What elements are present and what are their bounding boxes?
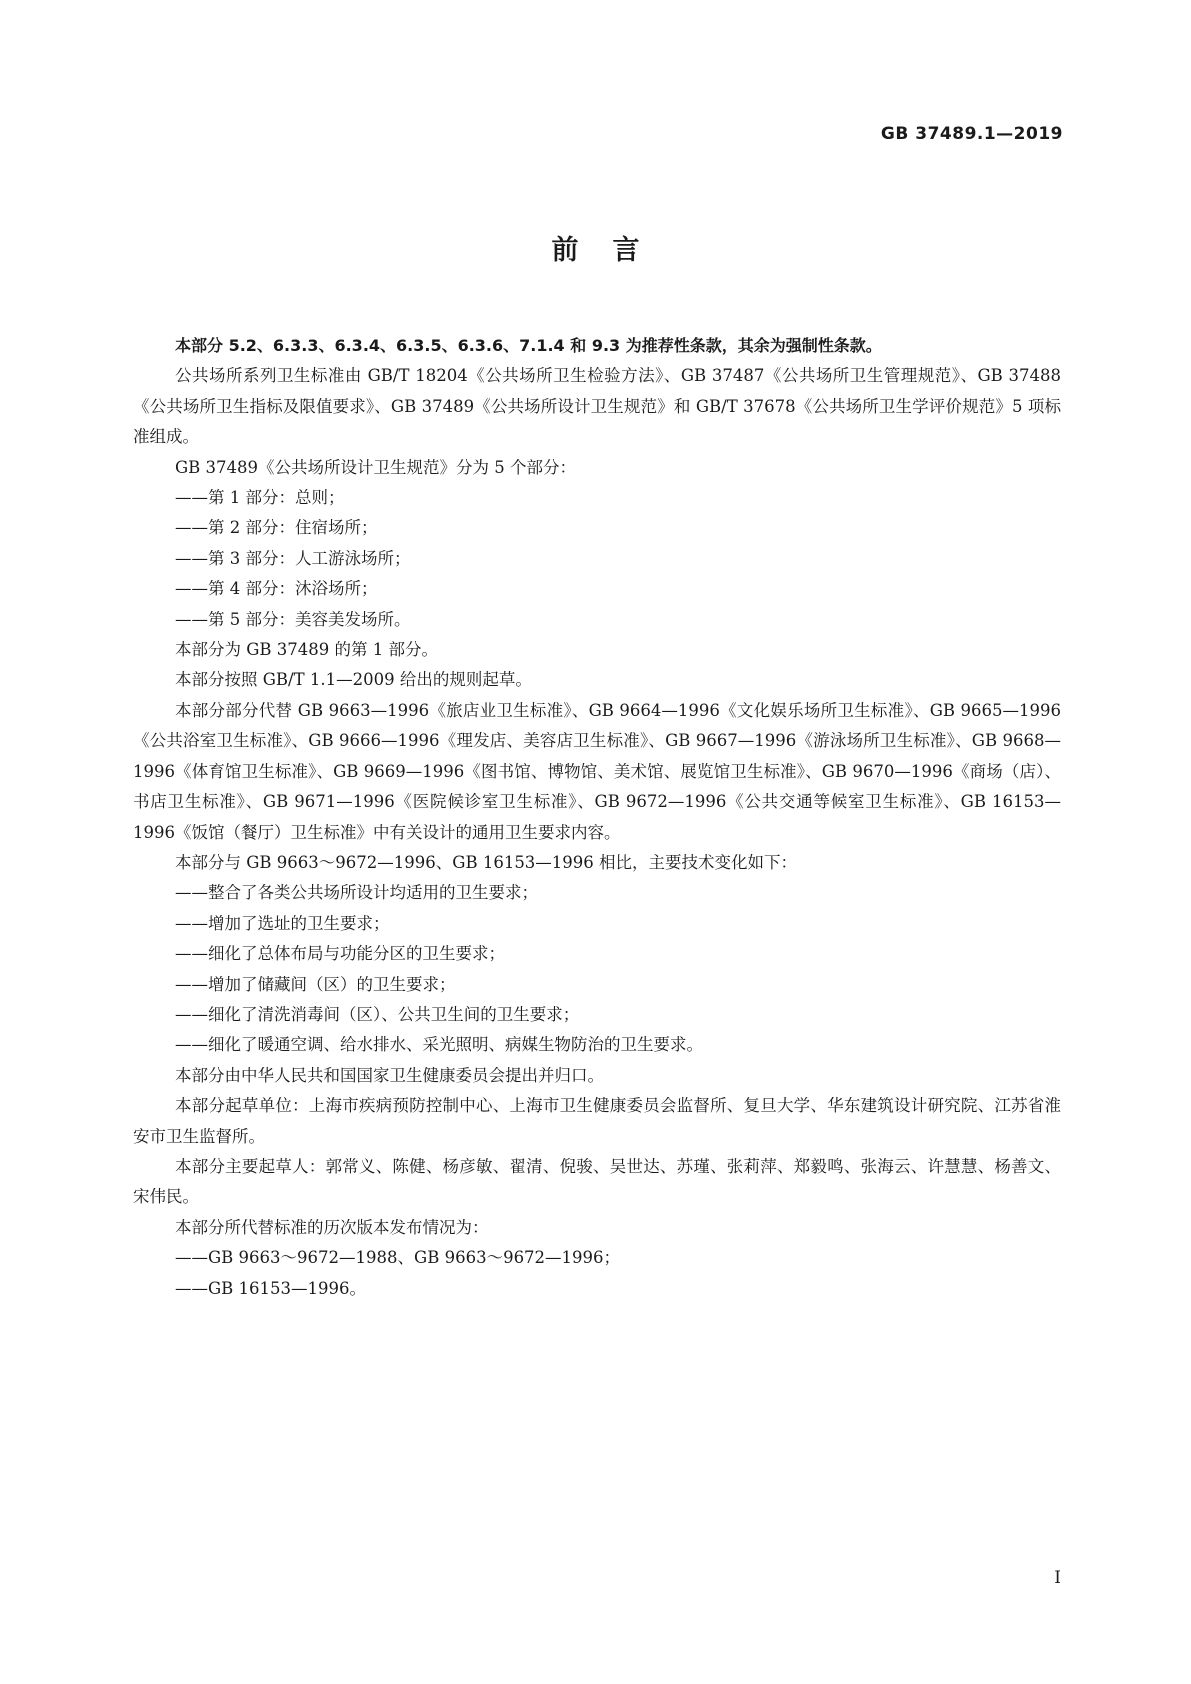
page-title: 前言 — [551, 235, 674, 266]
list-item-change-5: ——细化了清洗消毒间（区）、公共卫生间的卫生要求； — [175, 1004, 580, 1024]
paragraph-series-overview: 公共场所系列卫生标准由 GB/T 18204《公共场所卫生检验方法》、GB 37487《公共场所卫生管理规范》、GB 37488《公共场所卫生指标及限值要求》、GB 37489《公共场所设计卫生规范》和 GB/T 37678《公共场所卫生学评价规范》5 项标准组成。 — [133, 366, 1061, 447]
paragraph-changes-intro: 本部分与 GB 9663～9672—1996、GB 16153—1996 相比，主要技术变化如下： — [175, 852, 798, 872]
list-item-part-5: ——第 5 部分：美容美发场所。 — [175, 609, 411, 629]
paragraph-proposer: 本部分由中华人民共和国国家卫生健康委员会提出并归口。 — [175, 1065, 604, 1085]
list-item-change-1: ——整合了各类公共场所设计均适用的卫生要求； — [175, 883, 538, 903]
standard-number: GB 37489.1—2019 — [880, 124, 1063, 144]
page-number: I — [1054, 1568, 1061, 1588]
paragraph-drafting-units: 本部分起草单位：上海市疾病预防控制中心、上海市卫生健康委员会监督所、复旦大学、华东建筑设计研究院、江苏省淮安市卫生监督所。 — [133, 1096, 1061, 1146]
list-item-change-6: ——细化了暖通空调、给水排水、采光照明、病媒生物防治的卫生要求。 — [175, 1035, 703, 1055]
list-item-history-2: ——GB 16153—1996。 — [175, 1278, 367, 1298]
list-item-history-1: ——GB 9663～9672—1988、GB 9663～9672—1996； — [175, 1248, 621, 1268]
paragraph-history-intro: 本部分所代替标准的历次版本发布情况为： — [175, 1217, 489, 1237]
list-item-change-3: ——细化了总体布局与功能分区的卫生要求； — [175, 944, 505, 964]
list-item-part-2: ——第 2 部分：住宿场所； — [175, 518, 378, 538]
list-item-part-4: ——第 4 部分：沐浴场所； — [175, 579, 378, 599]
paragraph-drafters: 本部分主要起草人：郭常义、陈健、杨彦敏、翟清、倪骏、吴世达、苏瑾、张莉萍、郑毅鸣、张海云、许慧慧、杨善文、宋伟民。 — [133, 1156, 1061, 1207]
paragraph-drafting-rules: 本部分按照 GB/T 1.1—2009 给出的规则起草。 — [175, 670, 532, 690]
foreword-body — [133, 331, 1061, 1304]
paragraph-replaces: 本部分部分代替 GB 9663—1996《旅店业卫生标准》、GB 9664—1996《文化娱乐场所卫生标准》、GB 9665—1996《公共浴室卫生标准》、GB 9666—1996《理发店、美容店卫生标准》、GB 9667—1996《游泳场所卫生标准》、GB 9668—1996《体育馆卫生标准》、GB 9669—1996《图书馆、博物馆、美术馆、展览馆卫生标准》、GB 9670—1996《商场（店）、书店卫生标准》、GB 9671—1996《医院候诊室卫生标准》、GB 9672—1996《公共交通等候室卫生标准》、GB 16153—1996《饭馆（餐厅）卫生标准》中有关设计的通用卫生要求内容。 — [133, 700, 1061, 842]
paragraph-clause-note: 本部分 5.2、6.3.3、6.3.4、6.3.5、6.3.6、7.1.4 和 9.3 为推荐性条款，其余为强制性条款。 — [175, 336, 882, 355]
list-item-part-3: ——第 3 部分：人工游泳场所； — [175, 548, 411, 568]
paragraph-parts-intro: GB 37489《公共场所设计卫生规范》分为 5 个部分： — [175, 457, 577, 477]
list-item-change-4: ——增加了储藏间（区）的卫生要求； — [175, 974, 456, 994]
list-item-part-1: ——第 1 部分：总则； — [175, 488, 345, 508]
paragraph-part-identity: 本部分为 GB 37489 的第 1 部分。 — [175, 640, 439, 660]
list-item-change-2: ——增加了选址的卫生要求； — [175, 913, 390, 933]
